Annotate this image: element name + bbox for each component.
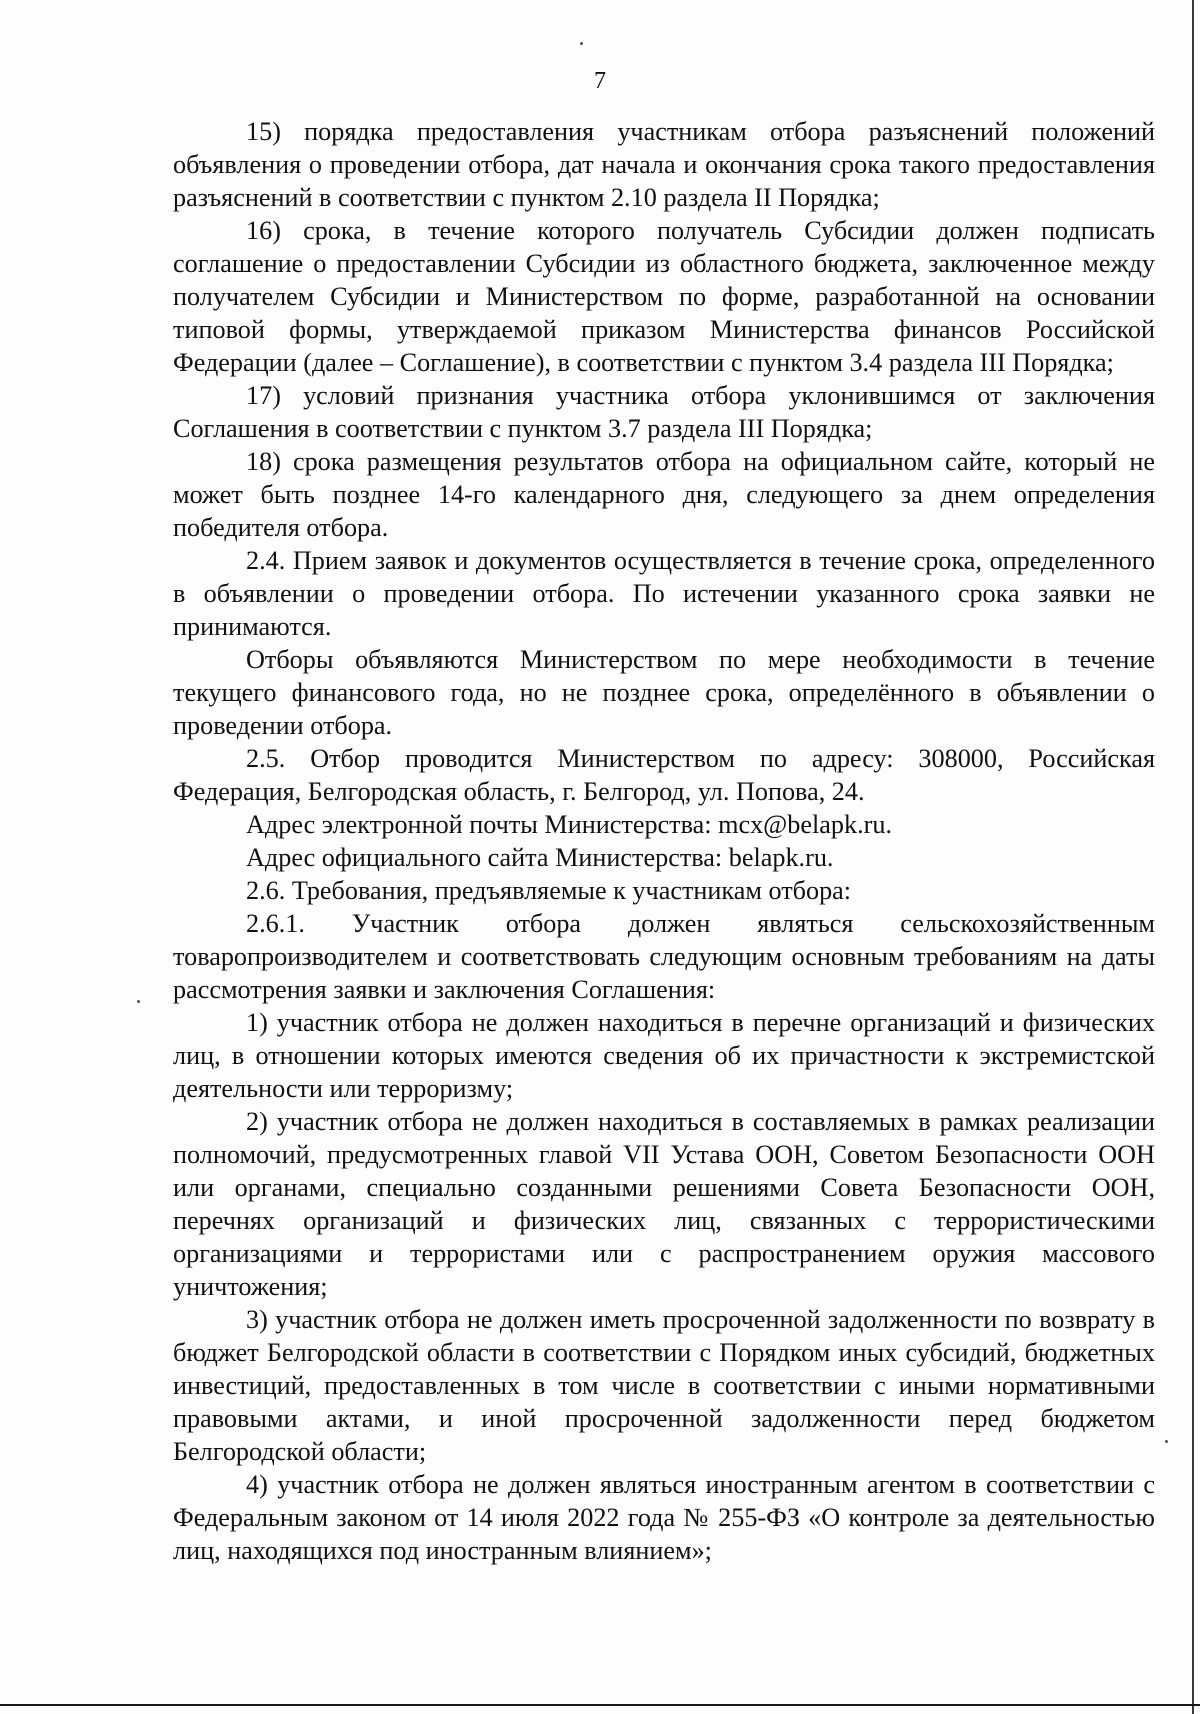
document-body <box>173 115 1155 1567</box>
paragraph-requirement-2: 2) участник отбора не должен находиться в составляемых в рамках реализации полномочий, предусмотренных главой VII Устава ООН, Советом Безопасности ООН или органами, специально созданными решениями Совета Безопасности ООН, перечнях организаций и физических лиц, связанных с террористическими организациями и террористами или с распространением оружия массового уничтожения; <box>173 1107 1155 1301</box>
paragraph-clause-2-6: 2.6. Требования, предъявляемые к участникам отбора: <box>246 876 852 905</box>
paragraph-requirement-3: 3) участник отбора не должен иметь просроченной задолженности по возврату в бюджет Белгородской области в соответствии с Порядком иных субсидий, бюджетных инвестиций, предоставленных в том числе в соответствии с иными нормативными правовыми актами, и иной просроченной задолженности перед бюджетом Белгородской области; <box>173 1305 1155 1466</box>
paragraph-item-16: 16) срока, в течение которого получатель Субсидии должен подписать соглашение о предоставлении Субсидии из областного бюджета, заключенное между получателем Субсидии и Министерством по форме, разработанной на основании типовой формы, утверждаемой приказом Министерства финансов Российской Федерации (далее – Соглашение), в соответствии с пунктом 3.4 раздела III Порядка; <box>173 216 1155 377</box>
paragraph-clause-2-4: 2.4. Прием заявок и документов осуществляется в течение срока, определенного в объявлении о проведении отбора. По истечении указанного срока заявки не принимаются. <box>173 546 1155 641</box>
paragraph-clause-2-5: 2.5. Отбор проводится Министерством по адресу: 308000, Российская Федерация, Белгородская область, г. Белгород, ул. Попова, 24. <box>173 744 1155 806</box>
scan-speck <box>580 42 583 45</box>
paragraph-item-18: 18) срока размещения результатов отбора на официальном сайте, который не может быть позднее 14-го календарного дня, следующего за днем определения победителя отбора. <box>173 447 1155 542</box>
scan-edge-bottom <box>0 1704 1200 1706</box>
paragraph-clause-2-6-1: 2.6.1. Участник отбора должен являться сельскохозяйственным товаропроизводителем и соответствовать следующим основным требованиям на даты рассмотрения заявки и заключения Соглашения: <box>173 909 1155 1004</box>
paragraph-requirement-4: 4) участник отбора не должен являться иностранным агентом в соответствии с Федеральным законом от 14 июля 2022 года № 255-ФЗ «О контроле за деятельностью лиц, находящихся под иностранным влиянием»; <box>173 1470 1155 1565</box>
scan-edge-right <box>1192 0 1194 1714</box>
paragraph-website-address: Адрес официального сайта Министерства: belapk.ru. <box>246 843 834 872</box>
paragraph-requirement-1: 1) участник отбора не должен находиться в перечне организаций и физических лиц, в отношении которых имеются сведения об их причастности к экстремистской деятельности или терроризму; <box>173 1008 1155 1103</box>
paragraph-email-address: Адрес электронной почты Министерства: mcx@belapk.ru. <box>246 810 892 839</box>
scan-speck <box>1165 1440 1168 1443</box>
paragraph-selection-timing: Отборы объявляются Министерством по мере необходимости в течение текущего финансового года, но не позднее срока, определённого в объявлении о проведении отбора. <box>173 645 1155 740</box>
scan-speck <box>137 1000 140 1003</box>
paragraph-item-15: 15) порядка предоставления участникам отбора разъяснений положений объявления о проведении отбора, дат начала и окончания срока такого предоставления разъяснений в соответствии с пунктом 2.10 раздела II Порядка; <box>173 117 1155 212</box>
page-number: 7 <box>594 68 606 94</box>
paragraph-item-17: 17) условий признания участника отбора уклонившимся от заключения Соглашения в соответствии с пунктом 3.7 раздела III Порядка; <box>173 381 1155 443</box>
